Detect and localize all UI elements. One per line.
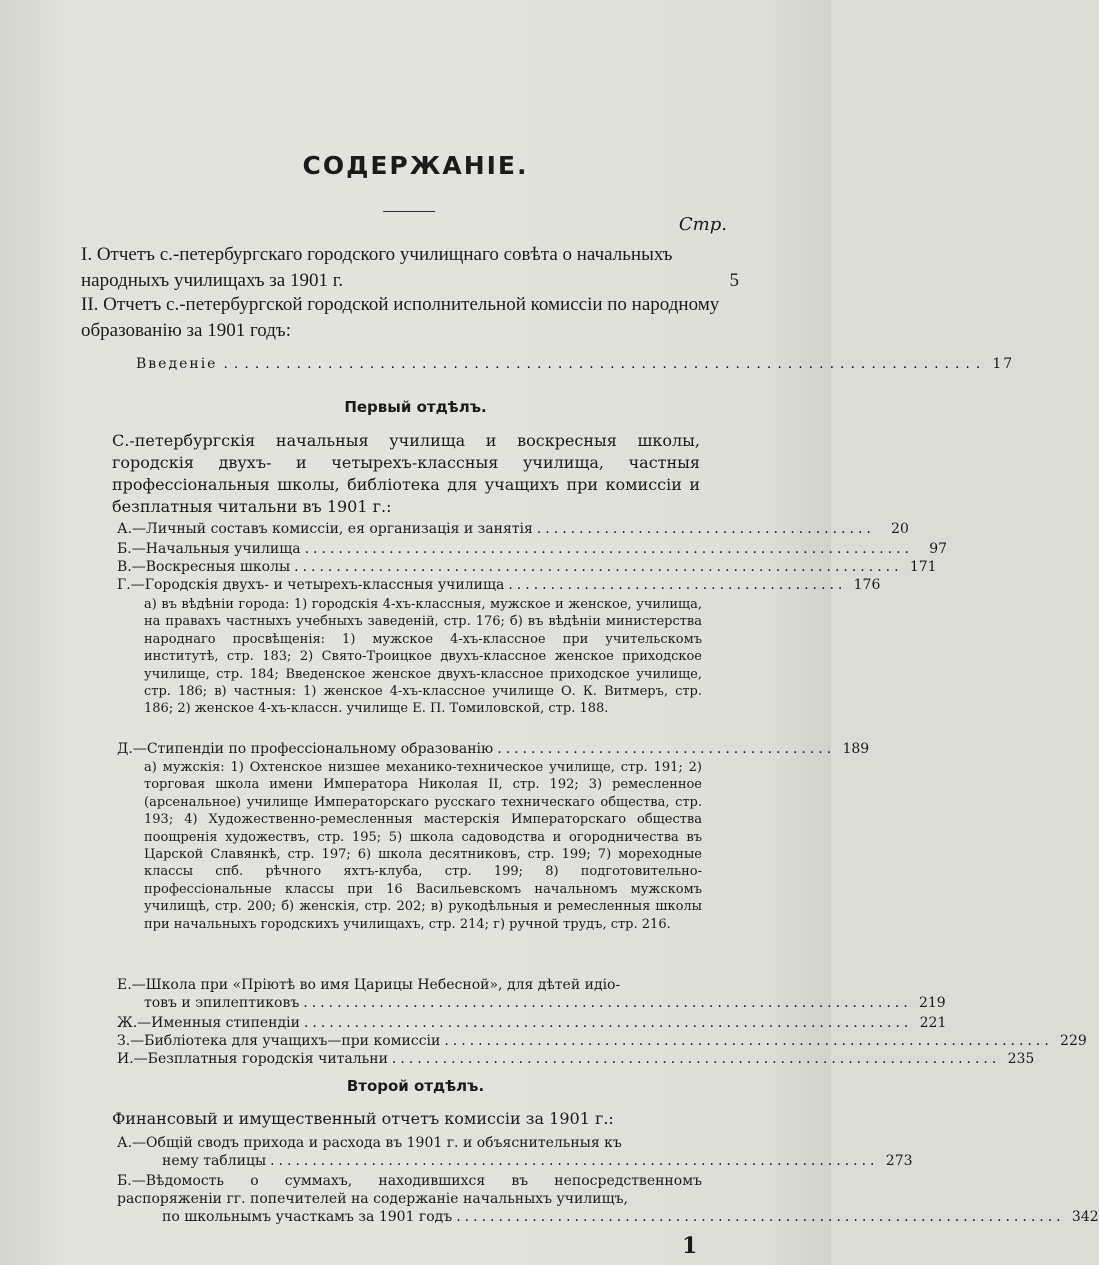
entry-page: 221 bbox=[919, 1015, 947, 1031]
entry-v bbox=[117, 558, 937, 576]
entry-2b bbox=[117, 1172, 1099, 1226]
entry-2a-line-1: А.—Общій сводъ прихода и расхода въ 1901 г. и объяснительныя къ bbox=[117, 1135, 622, 1151]
entry-label: Д.—Стипендіи по профессіональному образованію bbox=[117, 741, 494, 757]
entry-page: 229 bbox=[1060, 1033, 1087, 1049]
entry-b bbox=[117, 540, 948, 558]
part-1-text: I. Отчетъ с.-петербургскаго городского училищнаго совѣта о начальныхъ народныхъ училищахъ за 1901 г. bbox=[81, 244, 673, 291]
entry-page: 171 bbox=[909, 559, 937, 575]
entry-zh bbox=[117, 1014, 947, 1032]
dot-leader: ........................................................................ bbox=[303, 1015, 913, 1031]
entry-page: 176 bbox=[853, 577, 881, 593]
entry-label: Б.—Начальныя училища bbox=[117, 541, 301, 557]
entry-e-line-2: товъ и эпилептиковъ bbox=[144, 995, 300, 1011]
entry-g-details-text: а) въ вѣдѣніи города: 1) городскія 4-хъ-классныя, мужское и женское, училища, на правахъ частныхъ учебныхъ заведеній, стр. 176; б) въ вѣдѣніи министерства народнаго просвѣщенія: 1) мужское 4-хъ-классное при учительскомъ институтѣ, стр. 183; 2) Свято-Троицкое двухъ-классное женское приходское училище, стр. 184; Введенское женское двухъ-классное приходское училище, стр. 186; в) частныя: 1) женское 4-хъ-классное училище О. К. Витмеръ, стр. 186; 2) женское 4-хъ-классн. училище Е. П. Томиловской, стр. 188. bbox=[144, 597, 702, 717]
dot-leader: ........................................ bbox=[508, 577, 847, 593]
entry-d-details-text: а) мужскія: 1) Охтенское низшее механико-техническое училище, стр. 191; 2) торговая школа имени Императора Николая II, стр. 192; 3) ремесленное (арсенальное) училище Императорскаго русскаго техническаго общества, стр. 193; 4) Художественно-ремесленныя мастерскія Императорскаго общества поощренія художествъ, стр. 195; 5) школа садоводства и огородничества въ Царской Славянкѣ, стр. 197; 6) школа десятниковъ, стр. 199; 7) мореходные классы спб. рѣчного яхтъ-клуба, стр. 199; 8) подготовительно-профессіональные классы при 16 Васильевскомъ начальномъ мужскомъ училищѣ, стр. 200; б) женскія, стр. 202; в) рукодѣльныя и ремесленныя школы при начальныхъ городскихъ училищахъ, стр. 214; г) ручной трудъ, стр. 216. bbox=[144, 760, 702, 932]
page-column-header: Стр. bbox=[678, 214, 727, 235]
entry-label: В.—Воскресныя школы bbox=[117, 559, 291, 575]
page-title: СОДЕРЖАНІЕ. bbox=[302, 151, 529, 180]
entry-page: 219 bbox=[918, 995, 946, 1011]
dot-leader: ........................................................................ bbox=[294, 559, 903, 575]
entry-d bbox=[117, 740, 870, 758]
dot-leader: ........................................................................ bbox=[304, 541, 914, 557]
entry-z bbox=[117, 1032, 1087, 1050]
entry-d-details bbox=[117, 759, 702, 933]
dot-leader: ........................................................................ bbox=[303, 995, 912, 1011]
entry-label: И.—Безплатныя городскія читальни bbox=[117, 1051, 388, 1067]
entry-label: А.—Личный составъ комиссіи, ея организація и занятія bbox=[117, 521, 533, 537]
section-2-intro: Финансовый и имущественный отчетъ комиссіи за 1901 г.: bbox=[112, 1109, 614, 1128]
signature-mark: 1 bbox=[682, 1233, 698, 1259]
intro-label: Введеніе bbox=[136, 356, 218, 372]
entry-i bbox=[117, 1050, 1035, 1068]
entry-g bbox=[117, 576, 881, 594]
entry-page: 342 bbox=[1071, 1209, 1099, 1225]
entry-2a-line-2: нему таблицы bbox=[162, 1153, 267, 1169]
entry-label: Ж.—Именныя стипендіи bbox=[117, 1015, 300, 1031]
entry-a bbox=[117, 520, 909, 538]
entry-e-line-1: Е.—Школа при «Пріютѣ во имя Царицы Небесной», для дѣтей идіо- bbox=[117, 977, 621, 993]
section-1-paragraph: С.-петербургскія начальныя училища и воскресныя школы, городскія двухъ- и четырехъ-классныя училища, частныя профессіональныя школы, библіотека для учащихъ при комиссіи и безплатныя читальни въ 1901 г.: bbox=[112, 431, 700, 516]
section-2-heading: Второй отдѣлъ. bbox=[346, 1077, 485, 1095]
dot-leader: ........................................................................ bbox=[391, 1051, 1001, 1067]
entry-2b-line-2: по школьнымъ участкамъ за 1901 годъ bbox=[162, 1209, 453, 1225]
section-1-heading: Первый отдѣлъ. bbox=[344, 398, 487, 416]
part-2 bbox=[81, 292, 735, 344]
part-1-page: 5 bbox=[729, 270, 739, 291]
dot-leader: ........................................ bbox=[536, 521, 875, 537]
entry-page: 235 bbox=[1007, 1051, 1035, 1067]
entry-2b-line-1: Б.—Вѣдомость о суммахъ, находившихся въ непосредственномъ распоряженіи гг. попечителей на содержаніе начальныхъ училищъ, bbox=[117, 1173, 702, 1207]
entry-page: 97 bbox=[929, 541, 948, 557]
dot-leader: ........................................................................ bbox=[444, 1033, 1053, 1049]
intro-entry bbox=[136, 356, 1015, 372]
part-2-text: II. Отчетъ с.-петербургской городской исполнительной комиссіи по народному образованію за 1901 годъ: bbox=[81, 294, 720, 341]
entry-page: 20 bbox=[891, 521, 909, 537]
dot-leader: ......................................................................... bbox=[223, 356, 987, 372]
entry-g-details bbox=[117, 596, 702, 718]
entry-label: Г.—Городскія двухъ- и четырехъ-классныя училища bbox=[117, 577, 505, 593]
dot-leader: ........................................................................ bbox=[456, 1209, 1065, 1225]
part-1 bbox=[81, 242, 739, 294]
title-rule bbox=[383, 211, 435, 212]
entry-page: 189 bbox=[842, 741, 870, 757]
intro-page: 17 bbox=[992, 356, 1015, 372]
dot-leader: ........................................ bbox=[497, 741, 836, 757]
entry-page: 273 bbox=[885, 1153, 913, 1169]
entry-e bbox=[117, 976, 946, 1012]
entry-2a bbox=[117, 1134, 913, 1170]
dot-leader: ........................................................................ bbox=[270, 1153, 879, 1169]
entry-label: З.—Библіотека для учащихъ—при комиссіи bbox=[117, 1033, 441, 1049]
